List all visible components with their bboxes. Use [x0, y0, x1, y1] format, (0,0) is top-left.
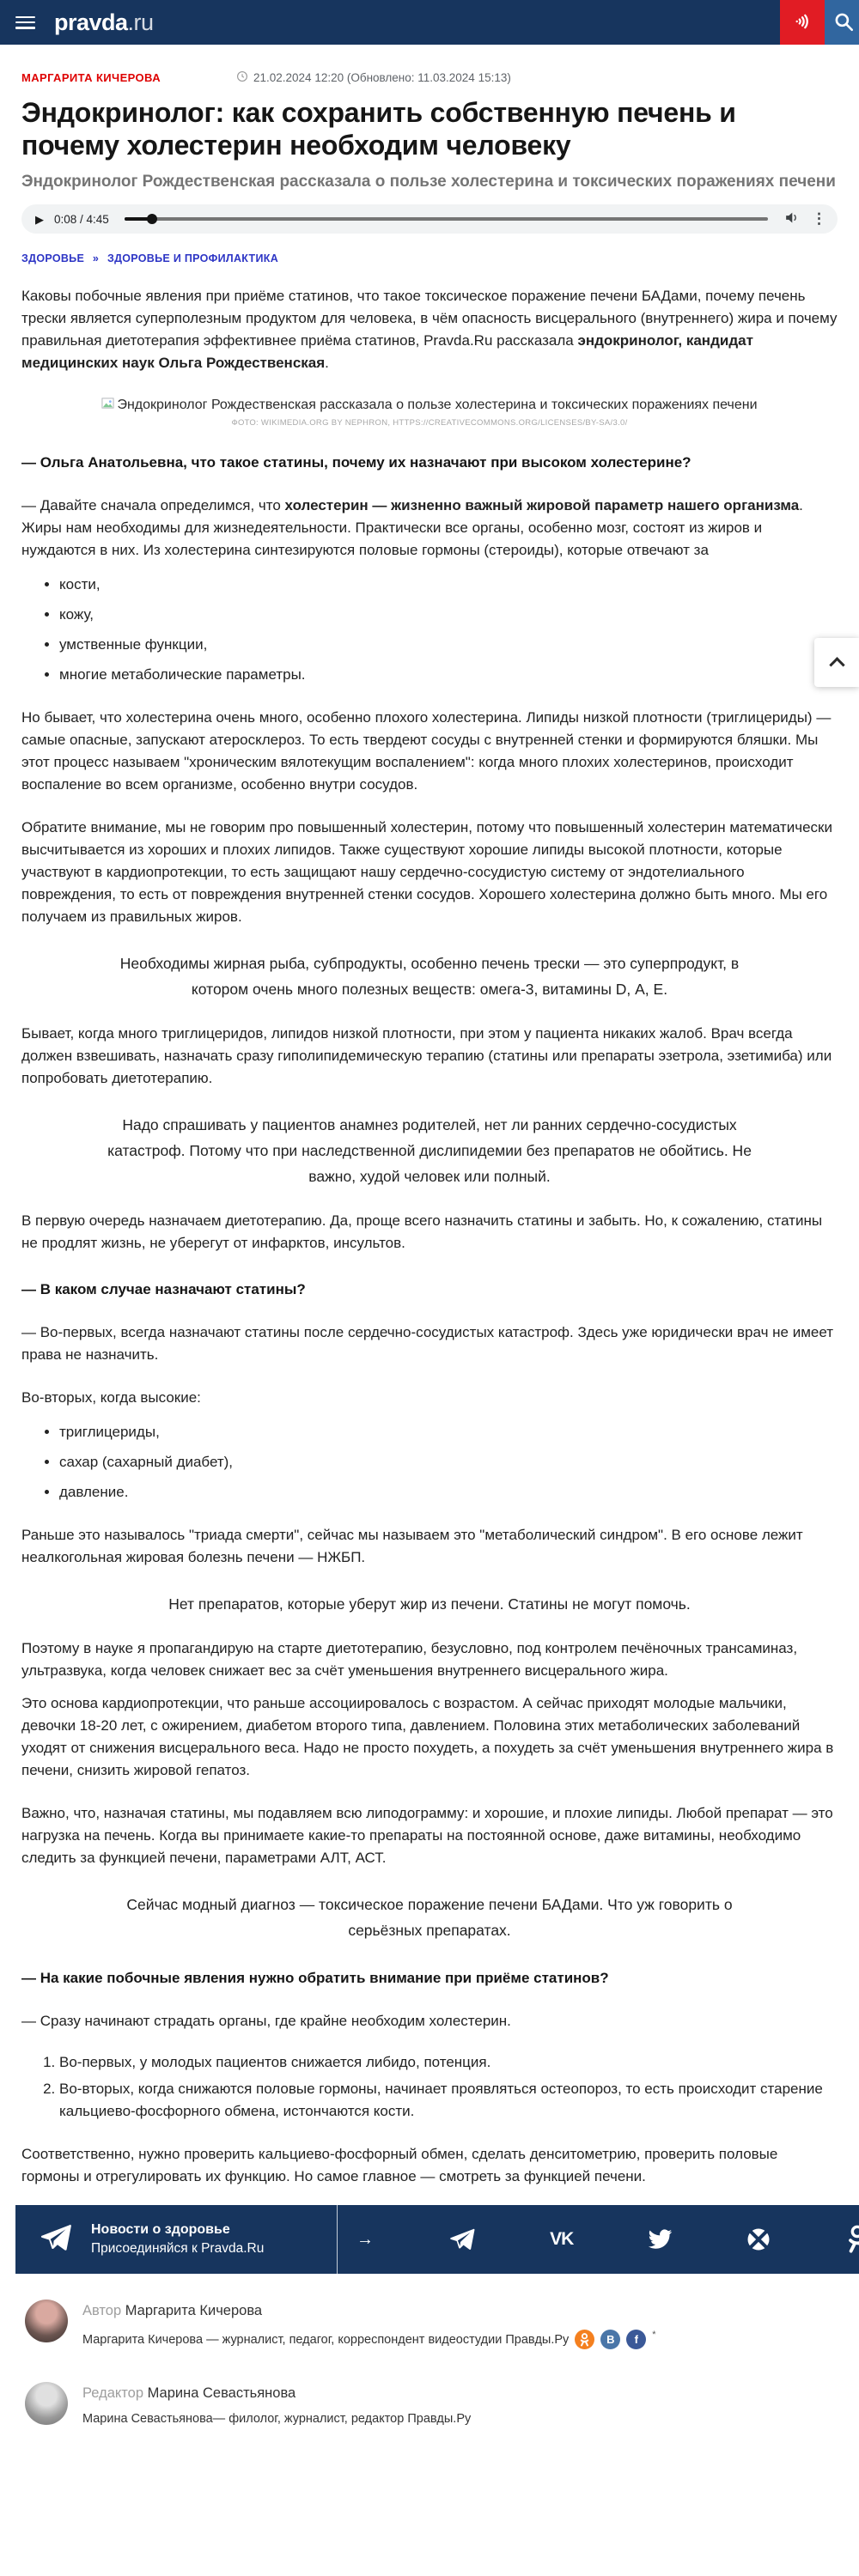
- volume-button[interactable]: [783, 210, 800, 228]
- banner-text: [91, 2221, 264, 2258]
- author-avatar: [25, 2300, 68, 2342]
- paragraph: Соответственно, нужно проверить кальциево-фосфорный обмен, сделать денситометрию, проверить половые гормоны и отрегулировать их функцию. Но самое главное — смотреть за функцией печени.: [21, 2146, 778, 2184]
- author-vk-icon[interactable]: В: [600, 2330, 620, 2349]
- list-item: • давление.: [59, 1481, 838, 1504]
- sound-waves-icon: [791, 10, 813, 35]
- author-link[interactable]: МАРГАРИТА КИЧЕРОВА: [21, 71, 161, 84]
- paragraph-text: — Давайте сначала определимся, что: [21, 497, 285, 513]
- paragraph: — Сразу начинают страдать органы, где крайне необходим холестерин.: [21, 2013, 511, 2029]
- publish-date: [236, 70, 511, 85]
- telegram-icon: [38, 2220, 74, 2260]
- author-info: [82, 2300, 656, 2349]
- lead-bold-text: эндокринолог, кандидат медицинских наук Ольга Рождественская: [21, 332, 753, 371]
- paragraph-text-end: . Жиры нам необходимы для жизнедеятельности. Практически все органы, особенно мозг, состоят из жиров и нуждаются в них. Из холестерина синтезируются половые гормоны (стероиды), которые отвечают за: [21, 497, 803, 558]
- pull-quote-2: Надо спрашивать у пациентов анамнез родителей, нет ли ранних сердечно-сосудистых катастроф. Потому что при наследственной дислипидемии без препаратов не обойтись. Не важно, худой человек или полный.: [107, 1116, 752, 1185]
- author-facebook-icon[interactable]: f: [626, 2330, 646, 2349]
- author-card: [25, 2300, 834, 2349]
- list-item: • кости,: [59, 574, 838, 596]
- paragraph: Поэтому в науке я пропагандирую на старте диетотерапию, безусловно, под контролем печёночных трансаминаз, ультразвука, когда человек снижает вес за счёт уменьшения внутреннего висцерального жира.: [21, 1640, 798, 1679]
- arrow-right-icon: →: [356, 2229, 374, 2249]
- paragraph: Бывает, когда много триглицеридов, липидов низкой плотности, при этом у пациента никаких жалоб. Врач всегда должен взвешивать, назначать сразу гиполипидемическую терапию (статины или препараты эзетрола, эзетимиба) или попробовать диетотерапию.: [21, 1025, 832, 1086]
- paragraph: Но бывает, что холестерина очень много, особенно плохого холестерина. Липиды низкой плотности (триглицериды) — самые опасные, запускают атеросклероз. То есть твердеют сосуды с внутренней стенки и формируются бляшки. Мы этот процесс называем "хроническим вялотекущим воспалением": когда много плохих холестеринов, происходит воспаление во всем организме, особенно внутри сосудов.: [21, 709, 832, 793]
- pull-quote-4: Сейчас модный диагноз — токсическое поражение печени БАДами. Что уж говорить о серьёзных препаратах.: [126, 1896, 733, 1939]
- article-subtitle: Эндокринолог Рождественская рассказала о пользе холестерина и токсических поражениях печени: [21, 173, 836, 191]
- editor-name[interactable]: Марина Севастьянова: [147, 2385, 296, 2401]
- editor-avatar: [25, 2382, 68, 2425]
- editor-card: [25, 2382, 834, 2426]
- subscribe-banner[interactable]: [15, 2205, 859, 2274]
- footnote-asterisk: *: [652, 2330, 656, 2340]
- question-heading-1: — Ольга Анатольевна, что такое статины, почему их назначают при высоком холестерине?: [21, 454, 691, 471]
- list-item: 2. Во-вторых, когда снижаются половые гормоны, начинает проявляться остеопороз, то есть происходит старение кальциево-фосфорного обмена, истончаются кости.: [59, 2078, 838, 2123]
- breadcrumb-link-prevention[interactable]: ЗДОРОВЬЕ И ПРОФИЛАКТИКА: [107, 252, 279, 264]
- player-progress-thumb[interactable]: [147, 214, 157, 224]
- player-menu-button[interactable]: ⋮: [812, 210, 826, 227]
- zen-icon[interactable]: [746, 2227, 771, 2252]
- pull-quote-1: Необходимы жирная рыба, субпродукты, особенно печень трески — это суперпродукт, в котором очень много полезных веществ: омега-3, витамины D, А, Е.: [119, 955, 740, 998]
- article-meta: [21, 70, 838, 85]
- photo-credit: ФОТО: WIKIMEDIA.ORG BY NEPHRON, HTTPS://CREATIVECOMMONS.ORG/LICENSES/BY-SA/3.0/: [231, 418, 628, 428]
- logo-text-bold: pravda: [54, 9, 128, 35]
- editor-bio: [82, 2412, 471, 2426]
- article-figure: [21, 397, 838, 428]
- list-item: • умственные функции,: [59, 634, 838, 656]
- article-body: [21, 285, 838, 2188]
- author-role-label: Автор: [82, 2303, 122, 2318]
- paragraph: Раньше это называлось "триада смерти", сейчас мы называем это "метаболический синдром". В его основе лежит неалкогольная жировая болезнь печени — НЖБП.: [21, 1527, 803, 1565]
- telegram-share-icon[interactable]: [448, 2225, 477, 2254]
- lead-text: Каковы побочные явления при приёме статинов, что такое токсическое поражение печени БАДами, почему печень трески является суперполезным продуктом для человека, в чём опасность висцерального (внутреннего) жира и почему правильная диетотерапия эффективнее приёма статинов, Pravda.Ru рассказала: [21, 288, 838, 349]
- site-header: [0, 0, 859, 45]
- broken-image-icon: [101, 397, 114, 414]
- broadcast-button[interactable]: [780, 0, 825, 45]
- list-item: 1. Во-первых, у молодых пациентов снижается либидо, потенция.: [59, 2051, 838, 2074]
- numbered-list-side-effects: [21, 2051, 838, 2123]
- menu-icon[interactable]: [15, 16, 35, 29]
- author-ok-icon[interactable]: [575, 2330, 594, 2349]
- figure-caption-text: Эндокринолог Рождественская рассказала о пользе холестерина и токсических поражениях печени: [117, 398, 758, 412]
- banner-promo[interactable]: [15, 2205, 338, 2274]
- breadcrumb: [21, 252, 838, 264]
- banner-subtitle: Присоединяйся к Pravda.Ru: [91, 2241, 265, 2256]
- scroll-to-top-button[interactable]: [814, 638, 859, 687]
- breadcrumb-link-health[interactable]: ЗДОРОВЬЕ: [21, 252, 85, 264]
- lead-paragraph: [21, 285, 838, 374]
- question-heading-3: — На какие побочные явления нужно обратить внимание при приёме статинов?: [21, 1970, 609, 1986]
- header-actions: [780, 0, 859, 45]
- list-item: • сахар (сахарный диабет),: [59, 1451, 838, 1473]
- site-logo[interactable]: [54, 9, 154, 36]
- list-item: • кожу,: [59, 604, 838, 626]
- pull-quote-3: Нет препаратов, которые уберут жир из печени. Статины не могут помочь.: [168, 1595, 691, 1613]
- player-progress-bar[interactable]: [125, 217, 768, 221]
- banner-social-row: [338, 2205, 859, 2274]
- editor-role-label: Редактор: [82, 2385, 144, 2401]
- publish-date-text: 21.02.2024 12:20 (Обновлено: 11.03.2024 15:13): [253, 71, 511, 84]
- play-button[interactable]: ▶: [35, 212, 44, 226]
- author-name[interactable]: Маргарита Кичерова: [125, 2303, 263, 2318]
- speaker-icon: [783, 210, 800, 228]
- figure-caption: [101, 397, 757, 414]
- author-title-line: [82, 2303, 656, 2319]
- editor-info: [82, 2382, 471, 2426]
- player-time: 0:08 / 4:45: [54, 212, 109, 226]
- clock-icon: [236, 70, 248, 85]
- search-icon: [832, 10, 855, 35]
- odnoklassniki-icon[interactable]: [845, 2225, 859, 2254]
- search-button[interactable]: [825, 0, 859, 45]
- paragraph: В первую очередь назначаем диетотерапию. Да, проще всего назначить статины и забыть. Но, к сожалению, статины не продлят жизнь, не уберегут от инфарктов, инсультов.: [21, 1212, 823, 1251]
- breadcrumb-separator: »: [92, 252, 100, 264]
- logo-text-suffix: .ru: [127, 9, 154, 35]
- paragraph: [21, 495, 838, 562]
- bullet-list-cholesterol-roles: [21, 574, 838, 686]
- editor-title-line: [82, 2385, 471, 2402]
- banner-title: Новости о здоровье: [91, 2222, 230, 2237]
- vk-icon[interactable]: VK: [550, 2229, 574, 2249]
- list-item: • триглицериды,: [59, 1421, 838, 1443]
- list-item: • многие метаболические параметры.: [59, 664, 838, 686]
- paragraph: Важно, что, назначая статины, мы подавляем всю липодограмму: и хорошие, и плохие липиды. Любой препарат — это нагрузка на печень. Когда вы принимаете какие-то препараты на постоянной основе, даже витамины, необходимо следить за функцией печени, параметрами АЛТ, АСТ.: [21, 1805, 833, 1866]
- article-main: [0, 70, 859, 2426]
- lead-text-end: .: [325, 355, 329, 371]
- twitter-icon[interactable]: [647, 2227, 673, 2252]
- paragraph: Это основа кардиопротекции, что раньше ассоциировалось с возрастом. А сейчас приходят молодые мальчики, девочки 18-20 лет, с ожирением, диабетом второго типа, давлением. Половина этих метаболических заболеваний уходят от снижения висцерального веса. Надо не просто похудеть, а похудеть за счёт уменьшения внутреннего жира в печени, снизить жировой гепатоз.: [21, 1695, 834, 1778]
- page-title: Эндокринолог: как сохранить собственную печень и почему холестерин необходим человеку: [21, 97, 736, 161]
- author-bio-text: Маргарита Кичерова — журналист, педагог, корреспондент видеостудии Правды.Ру: [82, 2332, 570, 2347]
- paragraph: — Во-первых, всегда назначают статины после сердечно-сосудистых катастроф. Здесь уже юридически врач не имеет права не назначить.: [21, 1324, 834, 1363]
- author-bio: [82, 2330, 656, 2349]
- paragraph: Во-вторых, когда высокие:: [21, 1389, 201, 1406]
- audio-player[interactable]: [21, 204, 838, 234]
- chevron-up-icon: [829, 657, 844, 672]
- paragraph-bold-text: холестерин — жизненно важный жировой параметр нашего организма: [284, 497, 800, 513]
- question-heading-2: — В каком случае назначают статины?: [21, 1281, 306, 1297]
- editor-bio-text: Марина Севастьянова— филолог, журналист, редактор Правды.Ру: [82, 2412, 472, 2426]
- bullet-list-high-indicators: [21, 1421, 838, 1504]
- paragraph: Обратите внимание, мы не говорим про повышенный холестерин, потому что повышенный холестерин математически высчитывается из хороших и плохих липидов. Также существуют хорошие липиды высокой плотности, которые участвуют в кардиопротекции, то есть защищают нашу сердечно-сосудистую систему от эндотелиального повреждения, то есть от повреждения внутренней стенки сосудов. Хорошего холестерина должно быть много. Мы его получаем из правильных жиров.: [21, 819, 832, 925]
